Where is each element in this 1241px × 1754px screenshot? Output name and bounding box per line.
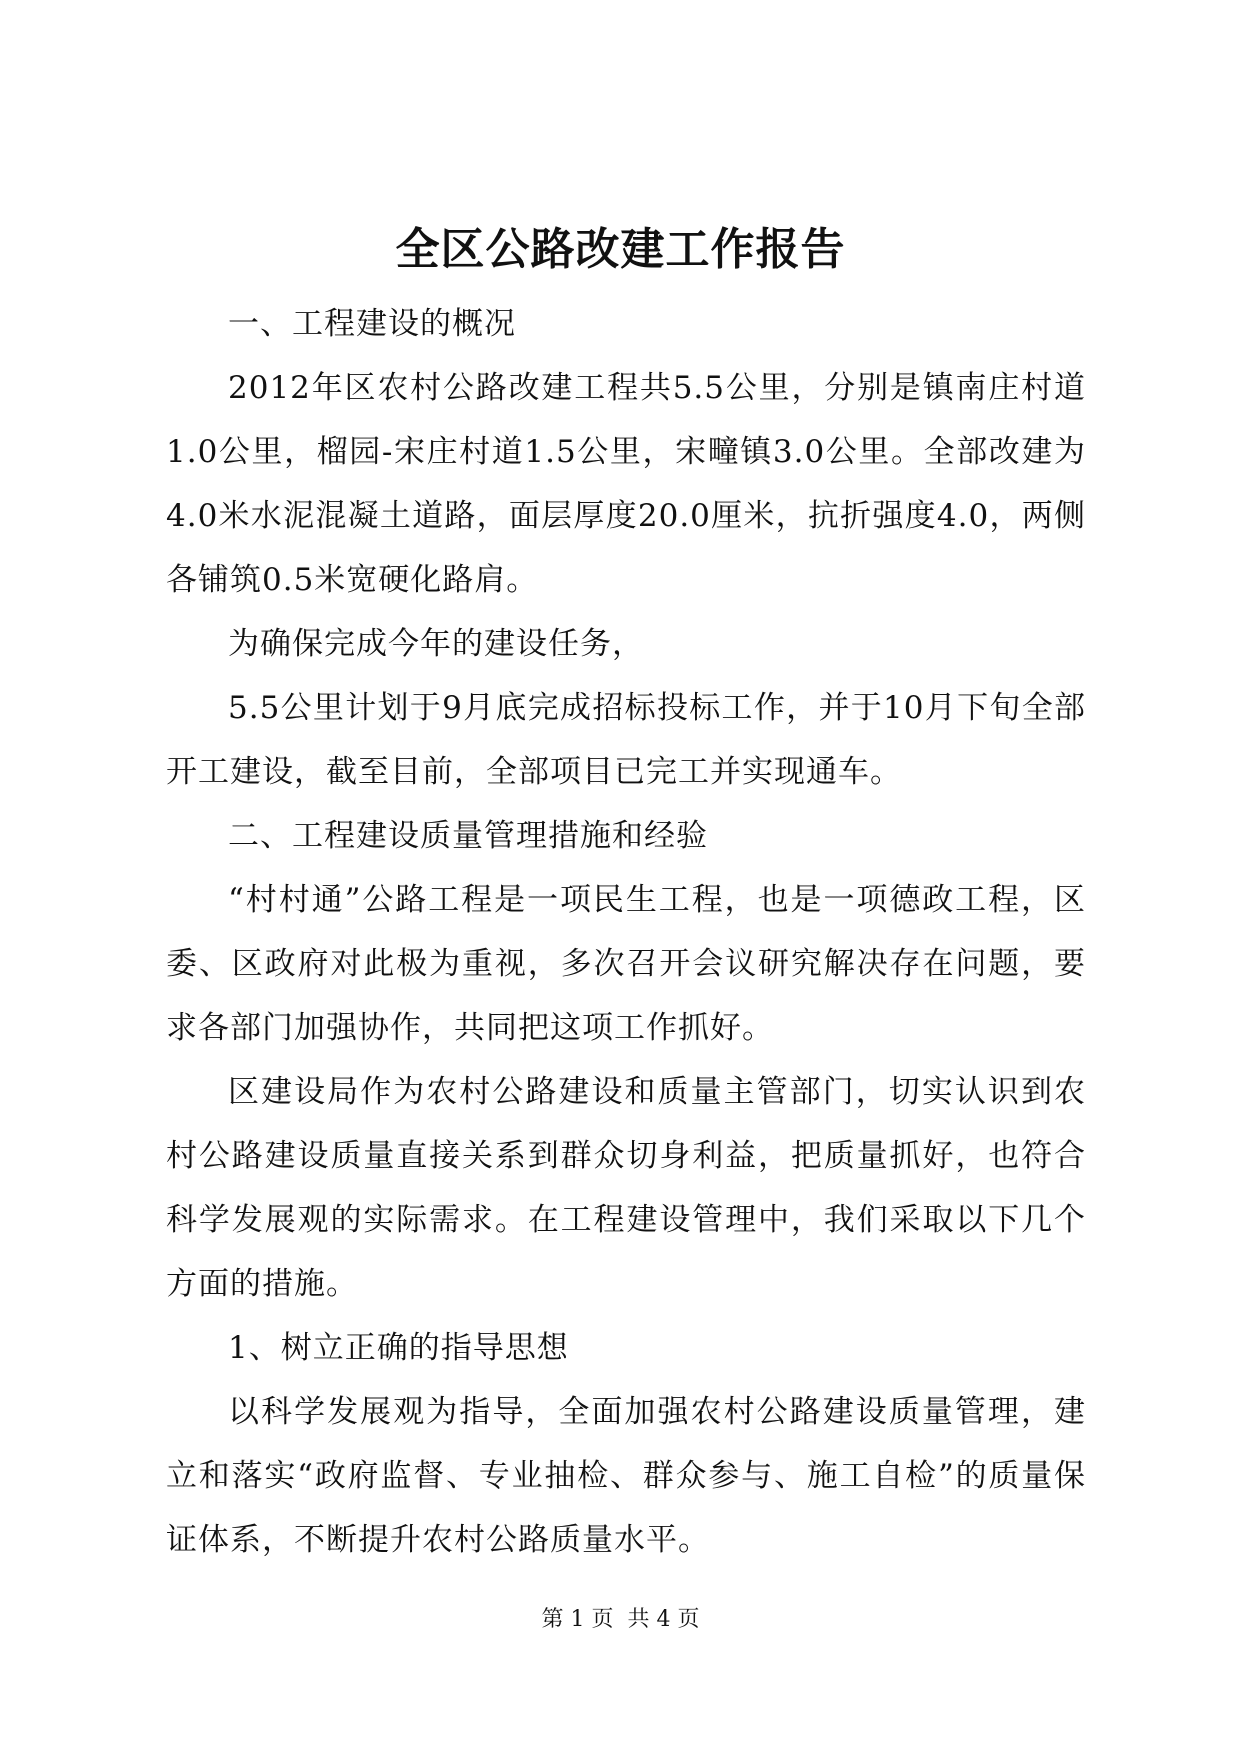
page-footer	[0, 1605, 1241, 1635]
paragraph-construction-bureau: 区建设局作为农村公路建设和质量主管部门，切实认识到农村公路建设质量直接关系到群众切身利益，把质量抓好，也符合科学发展观的实际需求。在工程建设管理中，我们采取以下几个方面的措施。	[166, 1074, 1086, 1302]
paragraph-task-intro: 为确保完成今年的建设任务，	[228, 626, 644, 662]
paragraph-project-scope: 2012年区农村公路改建工程共5.5公里，分别是镇南庄村道1.0公里，榴园-宋庄村道1.5公里，宋疃镇3.0公里。全部改建为4.0米水泥混凝土道路，面层厚度20.0厘米，抗折强度4.0，两侧各铺筑0.5米宽硬化路肩。	[166, 370, 1086, 598]
document-title: 全区公路改建工作报告	[395, 224, 846, 275]
subheading-guiding-thought: 1、树立正确的指导思想	[228, 1330, 569, 1366]
page-number: 第 1 页 共 4 页	[541, 1607, 700, 1632]
paragraph-quality-system: 以科学发展观为指导，全面加强农村公路建设质量管理，建立和落实“政府监督、专业抽检、群众参与、施工自检”的质量保证体系，不断提升农村公路质量水平。	[166, 1394, 1086, 1558]
paragraph-schedule: 5.5公里计划于9月底完成招标投标工作，并于10月下旬全部开工建设，截至目前，全部项目已完工并实现通车。	[166, 690, 1086, 790]
section-heading-quality: 二、工程建设质量管理措施和经验	[228, 818, 708, 854]
section-heading-overview: 一、工程建设的概况	[228, 306, 516, 342]
document-body	[166, 292, 1086, 1572]
paragraph-village-roads: “村村通”公路工程是一项民生工程，也是一项德政工程，区委、区政府对此极为重视，多次召开会议研究解决存在问题，要求各部门加强协作，共同把这项工作抓好。	[166, 882, 1086, 1046]
